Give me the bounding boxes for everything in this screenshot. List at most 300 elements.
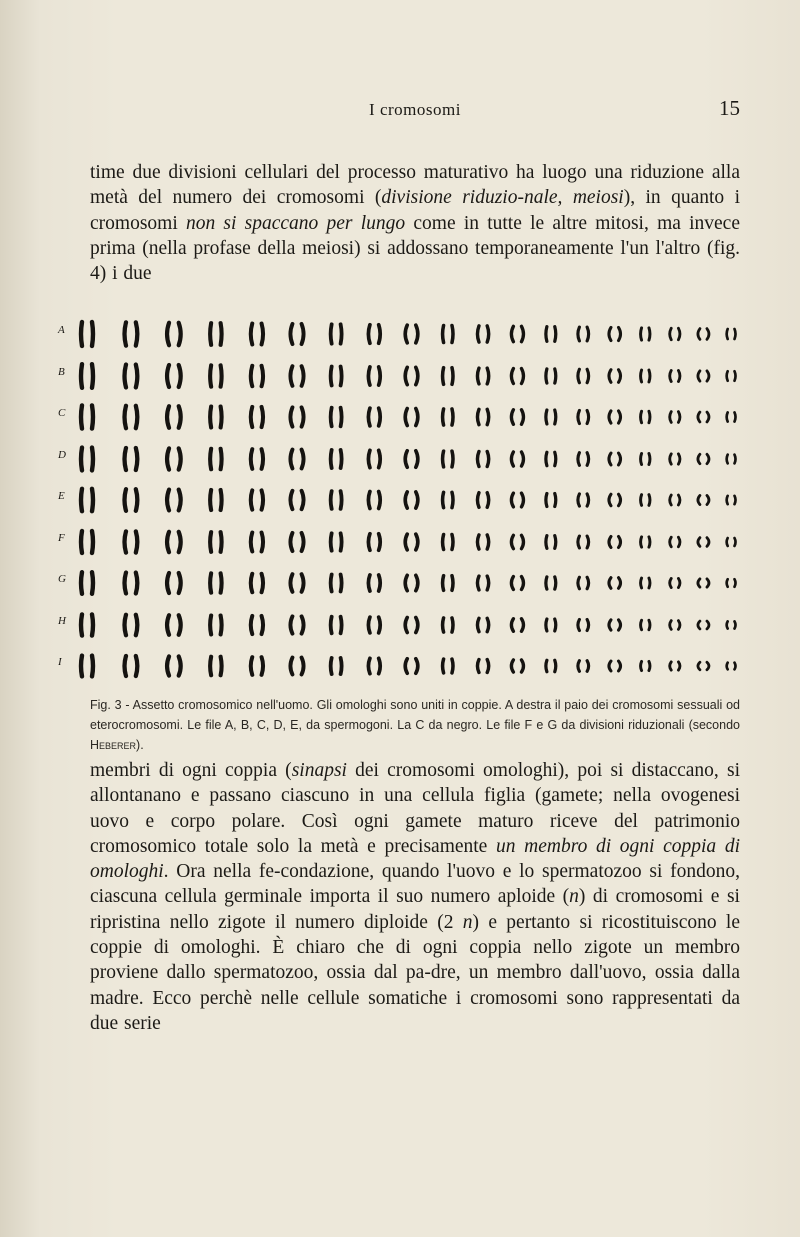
chromosome bbox=[698, 621, 700, 629]
chromosome-pair bbox=[405, 367, 418, 384]
chromosome bbox=[707, 329, 709, 340]
chromosome bbox=[452, 576, 453, 591]
chromosome bbox=[452, 617, 453, 631]
row-label: I bbox=[58, 656, 62, 668]
chromosome bbox=[477, 534, 479, 548]
chromosome-pair bbox=[81, 405, 93, 428]
chromosome-pair bbox=[511, 493, 523, 507]
chromosome bbox=[210, 573, 211, 592]
chromosome bbox=[452, 492, 453, 507]
chromosome-pair bbox=[727, 579, 736, 587]
chromosome-pair bbox=[443, 534, 453, 549]
chromosome bbox=[578, 494, 580, 506]
chromosome bbox=[290, 449, 292, 468]
chromosome-row bbox=[58, 354, 758, 394]
chromosome-pair bbox=[167, 656, 181, 675]
chromosome bbox=[368, 408, 370, 426]
chromosome bbox=[167, 490, 169, 511]
chromosome-pair bbox=[331, 616, 342, 633]
chromosome bbox=[416, 575, 418, 590]
chromosome bbox=[81, 405, 82, 428]
chromosome bbox=[81, 614, 82, 635]
chromosome-pair bbox=[125, 406, 138, 428]
chromosome bbox=[555, 327, 556, 342]
chromosome bbox=[443, 409, 444, 425]
chromosome-row bbox=[58, 520, 758, 560]
chromosome bbox=[735, 663, 736, 670]
chromosome bbox=[487, 493, 489, 508]
chromosome bbox=[546, 452, 547, 465]
chromosome-row bbox=[58, 478, 758, 518]
chromosome bbox=[698, 370, 700, 380]
chromosome bbox=[619, 578, 621, 589]
chromosome-pair bbox=[511, 410, 523, 425]
chromosome bbox=[251, 407, 253, 427]
chromosome bbox=[521, 493, 523, 507]
chromosome bbox=[477, 618, 479, 631]
chromosome bbox=[302, 491, 304, 509]
chromosome bbox=[727, 371, 728, 381]
chromosome bbox=[619, 411, 621, 423]
chromosome bbox=[210, 323, 211, 345]
chromosome bbox=[379, 533, 381, 550]
chromosome-pair bbox=[210, 365, 221, 386]
chromosome bbox=[125, 406, 127, 428]
text-run: ) di cromosomi e si ripristina nello zigote il numero diploide (2 bbox=[90, 886, 740, 933]
chromosome bbox=[341, 533, 342, 550]
chromosome-pair bbox=[251, 657, 263, 675]
chromosome bbox=[511, 368, 513, 383]
chromosome-pair bbox=[578, 619, 589, 630]
chromosome bbox=[609, 327, 611, 340]
chromosome bbox=[707, 579, 709, 587]
running-title: I cromosomi bbox=[369, 100, 461, 119]
row-label: H bbox=[58, 614, 66, 627]
chromosome bbox=[670, 370, 672, 381]
chromosome bbox=[678, 453, 680, 463]
chromosome bbox=[735, 538, 736, 546]
chromosome-pair bbox=[670, 453, 680, 463]
chromosome bbox=[609, 536, 611, 547]
chromosome bbox=[302, 658, 304, 675]
chromosome bbox=[678, 620, 680, 629]
chromosome bbox=[290, 532, 292, 550]
chromosome bbox=[125, 573, 127, 594]
chromosome bbox=[379, 575, 381, 591]
chromosome bbox=[405, 409, 407, 426]
chromosome bbox=[251, 365, 253, 385]
chromosome bbox=[81, 447, 82, 470]
chromosome-pair bbox=[290, 407, 303, 426]
chromosome-pair bbox=[641, 453, 650, 464]
chromosome bbox=[167, 448, 169, 469]
chromosome bbox=[727, 329, 728, 339]
chromosome-pair bbox=[609, 494, 621, 505]
chromosome-pair bbox=[210, 323, 221, 345]
chromosome bbox=[546, 410, 547, 424]
chromosome-pair bbox=[641, 495, 650, 506]
chromosome-pair bbox=[331, 449, 342, 467]
chromosome-pair bbox=[641, 536, 650, 546]
chromosome bbox=[578, 577, 580, 588]
chromosome-pairs bbox=[74, 395, 758, 435]
chromosome bbox=[678, 370, 680, 381]
chromosome bbox=[477, 576, 479, 590]
chromosome bbox=[290, 574, 292, 592]
chromosome-pair bbox=[670, 495, 680, 505]
chromosome bbox=[727, 496, 728, 504]
chromosome bbox=[167, 615, 169, 635]
chromosome bbox=[587, 452, 589, 465]
chromosome-pair bbox=[477, 368, 488, 384]
chromosome-pair bbox=[290, 324, 303, 344]
chromosome-pair bbox=[477, 326, 488, 342]
chromosome bbox=[221, 448, 222, 468]
chromosome-row bbox=[58, 312, 758, 352]
chromosome bbox=[125, 531, 127, 552]
chromosome bbox=[578, 661, 580, 672]
chromosome bbox=[678, 578, 680, 587]
chromosome bbox=[641, 578, 642, 588]
chromosome-pair bbox=[727, 329, 736, 339]
chromosome-pair bbox=[331, 533, 342, 550]
chromosome bbox=[405, 450, 407, 467]
chromosome bbox=[167, 531, 169, 551]
chromosome bbox=[641, 370, 642, 382]
chromosome-pair bbox=[546, 410, 556, 424]
chromosome bbox=[698, 329, 700, 340]
chromosome bbox=[368, 366, 370, 384]
chromosome-pair bbox=[81, 364, 93, 388]
chromosome bbox=[331, 658, 332, 674]
chromosome bbox=[92, 364, 93, 388]
chromosome-pair bbox=[698, 537, 709, 546]
chromosome-pair bbox=[443, 492, 453, 507]
chromosome-pair bbox=[609, 327, 621, 340]
chromosome-figure bbox=[58, 312, 758, 688]
chromosome bbox=[81, 322, 82, 346]
chromosome bbox=[727, 579, 728, 587]
chromosome-pair bbox=[546, 452, 556, 465]
chromosome-pair bbox=[167, 531, 181, 551]
chromosome bbox=[221, 323, 222, 345]
chromosome bbox=[587, 661, 589, 672]
chromosome bbox=[290, 324, 292, 344]
chromosome bbox=[443, 659, 444, 673]
chromosome bbox=[578, 327, 580, 341]
italic-run: sinapsi bbox=[291, 760, 347, 781]
text-run: dei cromosomi omologhi), poi si distaccano, si allontanano e passano ciascuno in una cellula figlia (gamete; nella ovogenesi uovo e corpo polare. Così ogni gamete maturo riceve del patrimonio cromosomico totale solo la metà e precisamente bbox=[90, 760, 740, 857]
chromosome-pair bbox=[443, 409, 453, 425]
chromosome-row bbox=[58, 395, 758, 435]
text-run: ) e pertanto si ricostituiscono le coppie di omologhi. È chiaro che di ogni coppia nello zigote un membro proviene dallo spermatozoo, ossia dal pa-dre, un membro dall'uovo, ossia dalla madre. Ecco perchè nelle cellule somatiche i cromosomi sono rappresentati da due serie bbox=[90, 911, 741, 1034]
chromosome bbox=[609, 453, 611, 465]
chromosome bbox=[735, 371, 736, 381]
chromosome bbox=[251, 657, 253, 675]
chromosome-pair bbox=[698, 495, 709, 504]
chromosome bbox=[81, 531, 82, 553]
chromosome bbox=[221, 490, 222, 510]
chromosome bbox=[125, 364, 127, 387]
chromosome-pair bbox=[641, 370, 650, 382]
chromosome bbox=[379, 658, 381, 673]
chromosome bbox=[698, 537, 700, 546]
chromosome-pair bbox=[727, 454, 736, 463]
chromosome-pair bbox=[578, 494, 589, 506]
chromosome-pair bbox=[368, 658, 380, 673]
chromosome bbox=[546, 535, 547, 548]
chromosome bbox=[179, 573, 181, 593]
chromosome-pair bbox=[578, 410, 589, 423]
chromosome-pair bbox=[546, 493, 556, 506]
chromosome bbox=[670, 328, 672, 339]
chromosome bbox=[341, 366, 342, 385]
chromosome-pair bbox=[405, 575, 418, 590]
figure-caption bbox=[90, 695, 740, 755]
chromosome bbox=[179, 656, 181, 675]
chromosome-pair bbox=[443, 617, 453, 631]
chromosome-pair bbox=[167, 406, 181, 428]
chromosome-pair bbox=[251, 490, 263, 509]
chromosome-pair bbox=[210, 532, 221, 552]
chromosome-pair bbox=[405, 617, 418, 632]
text-run: . Ora nella fe-condazione, quando l'uovo e lo spermatozoo si fondono, ciascuna cellula germinale importa il suo numero aploide ( bbox=[90, 861, 740, 908]
chromosome bbox=[698, 579, 700, 587]
chromosome-pair bbox=[368, 617, 380, 633]
chromosome-pair bbox=[125, 364, 138, 387]
italic-run: divisione riduzio-nale, meiosi bbox=[381, 187, 624, 209]
chromosome bbox=[368, 658, 370, 673]
chromosome-pair bbox=[670, 620, 680, 629]
chromosome-pair bbox=[609, 453, 621, 465]
chromosome-pair bbox=[210, 657, 221, 675]
chromosome bbox=[368, 492, 370, 509]
chromosome-pair bbox=[290, 491, 303, 509]
chromosome bbox=[670, 537, 672, 546]
chromosome bbox=[727, 412, 728, 421]
chromosome bbox=[487, 618, 489, 631]
chromosome bbox=[707, 454, 709, 463]
chromosome bbox=[670, 578, 672, 587]
chromosome-pair bbox=[331, 408, 342, 427]
chromosome-pair bbox=[368, 450, 380, 467]
chromosome-pair bbox=[511, 326, 523, 341]
chromosome bbox=[555, 577, 556, 589]
chromosome-pair bbox=[251, 532, 263, 551]
chromosome bbox=[290, 491, 292, 509]
chromosome bbox=[210, 657, 211, 675]
chromosome bbox=[416, 617, 418, 632]
chromosome bbox=[92, 489, 93, 511]
chromosome-pair bbox=[290, 449, 303, 468]
caption-text: Fig. 3 - Assetto cromosomico nell'uomo. Gli omologhi sono uniti in coppie. A destra il paio dei cromosomi sessuali od eterocromosomi. Le file A, B, C, D, E, da spermogoni. La C da negro. Le file F e G da divisioni riduzionali (secondo bbox=[90, 698, 740, 732]
chromosome bbox=[735, 579, 736, 587]
chromosome bbox=[546, 327, 547, 342]
chromosome bbox=[341, 575, 342, 592]
chromosome bbox=[136, 447, 138, 469]
chromosome-pair bbox=[368, 325, 380, 344]
chromosome-pair bbox=[210, 490, 221, 510]
chromosome bbox=[511, 451, 513, 465]
chromosome bbox=[136, 614, 138, 634]
chromosome-pair bbox=[167, 573, 181, 593]
chromosome bbox=[368, 450, 370, 467]
chromosome bbox=[136, 489, 138, 511]
chromosome bbox=[619, 327, 621, 340]
chromosome-pair bbox=[368, 408, 380, 426]
row-label: F bbox=[58, 531, 65, 544]
chromosome-pairs bbox=[74, 437, 758, 477]
chromosome bbox=[477, 493, 479, 508]
chromosome-pair bbox=[368, 533, 380, 550]
chromosome bbox=[452, 326, 453, 343]
chromosome bbox=[487, 576, 489, 590]
chromosome bbox=[341, 449, 342, 467]
chromosome bbox=[262, 407, 264, 427]
chromosome-pair bbox=[251, 407, 263, 427]
chromosome bbox=[555, 410, 556, 424]
chromosome-pair bbox=[727, 538, 736, 546]
page-number: 15 bbox=[719, 96, 740, 120]
chromosome-pair bbox=[609, 369, 621, 382]
chromosome-pair bbox=[81, 656, 93, 677]
chromosome-pair bbox=[443, 326, 453, 343]
chromosome-pair bbox=[698, 454, 709, 463]
chromosome-pair bbox=[405, 492, 418, 508]
chromosome-pair bbox=[477, 576, 488, 590]
chromosome bbox=[619, 369, 621, 382]
chromosome bbox=[487, 451, 489, 466]
chromosome bbox=[578, 410, 580, 423]
chromosome bbox=[452, 534, 453, 549]
chromosome bbox=[511, 577, 513, 590]
chromosome-pair bbox=[609, 661, 621, 671]
chromosome bbox=[302, 407, 304, 426]
chromosome bbox=[221, 615, 222, 634]
chromosome-pair bbox=[125, 447, 138, 469]
chromosome-pair bbox=[578, 327, 589, 341]
chromosome-pair bbox=[477, 409, 488, 424]
chromosome-pair bbox=[405, 325, 418, 343]
chromosome bbox=[262, 615, 264, 633]
chromosome-pair bbox=[670, 412, 680, 423]
chromosome-pair bbox=[81, 489, 93, 511]
chromosome-pair bbox=[477, 660, 488, 673]
chromosome bbox=[302, 616, 304, 633]
chromosome bbox=[302, 449, 304, 468]
chromosome bbox=[405, 617, 407, 632]
chromosome-pair bbox=[81, 322, 93, 346]
chromosome-pair bbox=[727, 412, 736, 421]
chromosome-pair bbox=[81, 614, 93, 635]
chromosome bbox=[368, 575, 370, 591]
chromosome-pair bbox=[125, 614, 138, 634]
chromosome bbox=[477, 660, 479, 673]
chromosome-pair bbox=[546, 327, 556, 342]
caption-text-end: ). bbox=[136, 738, 144, 752]
chromosome bbox=[262, 657, 264, 675]
chromosome bbox=[368, 533, 370, 550]
chromosome bbox=[546, 660, 547, 671]
chromosome bbox=[678, 662, 680, 670]
chromosome-pair bbox=[210, 573, 221, 592]
chromosome bbox=[331, 449, 332, 467]
chromosome-pair bbox=[727, 663, 736, 670]
chromosome bbox=[81, 656, 82, 677]
row-label: D bbox=[58, 448, 66, 461]
chromosome bbox=[670, 620, 672, 629]
chromosome bbox=[555, 493, 556, 506]
chromosome bbox=[735, 454, 736, 463]
paragraph-bottom bbox=[90, 758, 740, 1036]
chromosome bbox=[341, 616, 342, 633]
chromosome-pair bbox=[210, 615, 221, 634]
chromosome bbox=[262, 365, 264, 385]
chromosome-pair bbox=[641, 661, 650, 670]
chromosome bbox=[511, 660, 513, 672]
chromosome-pair bbox=[405, 534, 418, 550]
chromosome bbox=[707, 370, 709, 380]
chromosome-pair bbox=[511, 618, 523, 631]
chromosome-pairs bbox=[74, 478, 758, 518]
chromosome-pair bbox=[167, 448, 181, 469]
chromosome bbox=[546, 619, 547, 631]
chromosome bbox=[670, 453, 672, 463]
chromosome-pair bbox=[368, 366, 380, 384]
chromosome bbox=[619, 453, 621, 465]
chromosome bbox=[727, 621, 728, 628]
chromosome bbox=[416, 534, 418, 550]
chromosome-pair bbox=[125, 489, 138, 511]
chromosome bbox=[92, 572, 93, 594]
chromosome bbox=[290, 658, 292, 675]
chromosome bbox=[179, 531, 181, 551]
chromosome-pair bbox=[405, 659, 418, 674]
chromosome-pair bbox=[368, 492, 380, 509]
chromosome-pair bbox=[251, 324, 263, 345]
chromosome bbox=[92, 322, 93, 346]
chromosome-pair bbox=[477, 534, 488, 548]
chromosome bbox=[416, 325, 418, 343]
italic-run: n bbox=[569, 886, 579, 908]
chromosome bbox=[167, 406, 169, 428]
chromosome bbox=[511, 535, 513, 548]
italic-run: non si spaccano per lungo bbox=[185, 212, 406, 234]
chromosome-pair bbox=[727, 621, 736, 628]
chromosome-pair bbox=[331, 658, 342, 674]
chromosome-pair bbox=[578, 536, 589, 548]
chromosome-pair bbox=[698, 579, 709, 587]
chromosome bbox=[619, 494, 621, 505]
chromosome bbox=[136, 656, 138, 676]
chromosome bbox=[727, 538, 728, 546]
chromosome-pair bbox=[641, 620, 650, 629]
text-run: membri di ogni coppia ( bbox=[90, 760, 292, 781]
chromosome bbox=[379, 366, 381, 384]
chromosome-row bbox=[58, 437, 758, 477]
italic-run: un membro di ogni coppia di omologhi bbox=[90, 835, 741, 883]
chromosome bbox=[649, 328, 650, 340]
chromosome bbox=[578, 369, 580, 382]
chromosome bbox=[521, 451, 523, 465]
chromosome-pair bbox=[477, 451, 488, 466]
chromosome bbox=[707, 412, 709, 422]
chromosome bbox=[619, 619, 621, 629]
chromosome bbox=[331, 491, 332, 509]
chromosome bbox=[81, 489, 82, 511]
chromosome-pair bbox=[578, 661, 589, 672]
chromosome bbox=[649, 661, 650, 670]
